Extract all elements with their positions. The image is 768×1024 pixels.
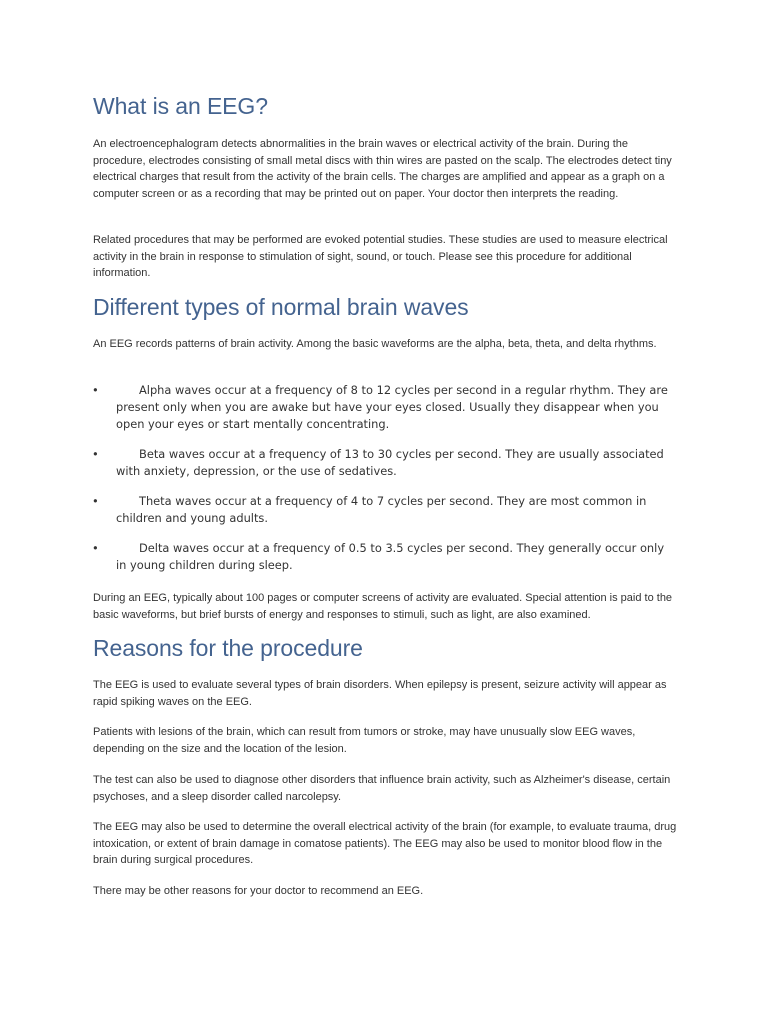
list-item-alpha-waves xyxy=(93,382,678,433)
paragraph-epilepsy: The EEG is used to evaluate several types of brain disorders. When epilepsy is present, seizure activity will appear as rapid spiking waves on the EEG. xyxy=(93,679,667,708)
section-heading-what-is-eeg: What is an EEG? xyxy=(93,93,268,119)
bullet-icon: • xyxy=(92,541,99,555)
list-item-beta-waves xyxy=(93,446,678,480)
list-item-text: Delta waves occur at a frequency of 0.5 to 3.5 cycles per second. They generally occur only in young children during sleep. xyxy=(116,541,665,572)
list-item-text: Beta waves occur at a frequency of 13 to 30 cycles per second. They are usually associated with anxiety, depression, or the use of sedatives. xyxy=(116,447,664,478)
paragraph-overall-activity: The EEG may also be used to determine the overall electrical activity of the brain (for example, to evaluate trauma, drug intoxication, or extent of brain damage in comatose patients). The EEG may also be used to monitor blood flow in the brain during surgical procedures. xyxy=(93,821,677,867)
paragraph-other-reasons: There may be other reasons for your doctor to recommend an EEG. xyxy=(93,885,424,897)
list-item-theta-waves xyxy=(93,493,678,527)
list-item-text: Alpha waves occur at a frequency of 8 to 12 cycles per second in a regular rhythm. They are present only when you are awake but have your eyes closed. Usually they disappear when you open your eyes or start mentally concentrating. xyxy=(116,383,668,431)
paragraph-brain-wave-intro: An EEG records patterns of brain activity. Among the basic waveforms are the alpha, beta, theta, and delta rhythms. xyxy=(93,338,657,350)
brain-wave-list xyxy=(93,382,678,574)
section-heading-brain-wave-types: Different types of normal brain waves xyxy=(93,294,469,320)
list-item-delta-waves xyxy=(93,540,678,574)
paragraph-related-procedures: Related procedures that may be performed are evoked potential studies. These studies are used to measure electrical activity in the brain in response to stimulation of sight, sound, or touch. Please see this procedure for additional information. xyxy=(93,234,668,280)
bullet-icon: • xyxy=(92,383,99,397)
paragraph-eeg-evaluation: During an EEG, typically about 100 pages or computer screens of activity are evaluated. Special attention is paid to the basic waveforms, but brief bursts of energy and responses to stimuli, such as light, are also examined. xyxy=(93,592,673,621)
list-item-text: Theta waves occur at a frequency of 4 to 7 cycles per second. They are most common in children and young adults. xyxy=(116,494,647,525)
paragraph-eeg-definition: An electroencephalogram detects abnormalities in the brain waves or electrical activity of the brain. During the procedure, electrodes consisting of small metal discs with thin wires are pasted on the scalp. The electrodes detect tiny electrical charges that result from the activity of the brain cells. The charges are amplified and appear as a graph on a computer screen or as a recording that may be printed out on paper. Your doctor then interprets the reading. xyxy=(93,138,672,200)
paragraph-lesions: Patients with lesions of the brain, which can result from tumors or stroke, may have unusually slow EEG waves, depending on the size and the location of the lesion. xyxy=(93,726,636,755)
paragraph-other-disorders: The test can also be used to diagnose other disorders that influence brain activity, such as Alzheimer's disease, certain psychoses, and a sleep disorder called narcolepsy. xyxy=(93,774,671,803)
bullet-icon: • xyxy=(92,494,99,508)
section-heading-reasons: Reasons for the procedure xyxy=(93,635,363,661)
bullet-icon: • xyxy=(92,447,99,461)
